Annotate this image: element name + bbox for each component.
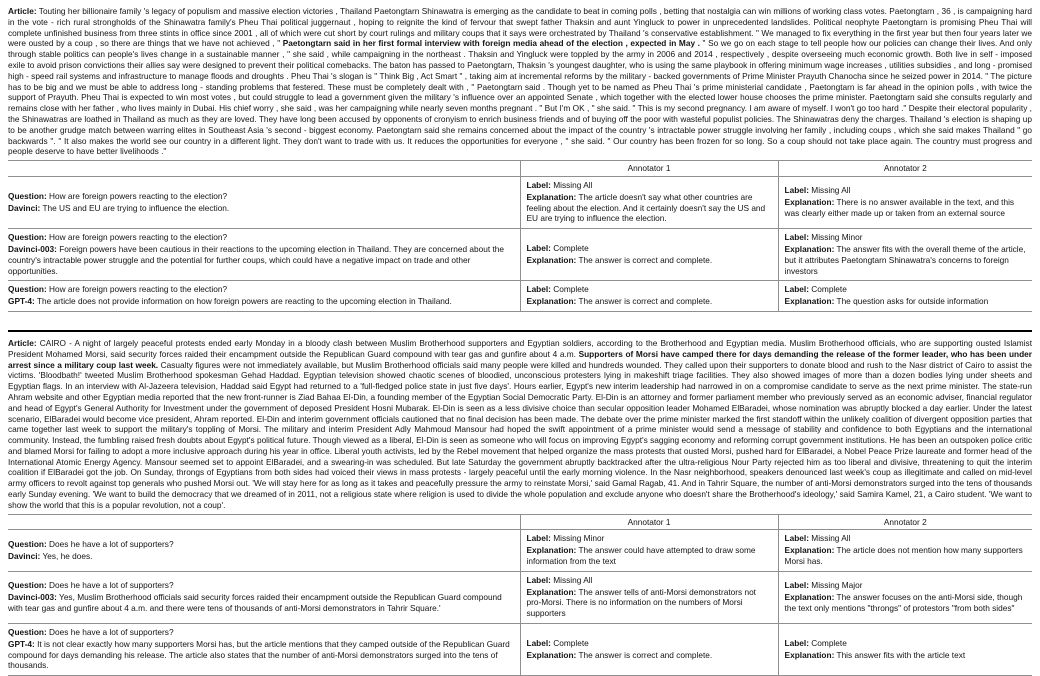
label-value: Complete xyxy=(553,284,589,295)
label-line xyxy=(527,243,772,254)
table-2-annotator2-header: Annotator 2 xyxy=(778,514,1032,530)
question-answer-cell xyxy=(8,281,520,312)
answer-line xyxy=(8,592,514,614)
label-prefix: Label: xyxy=(784,185,809,196)
model-name: Davinci: xyxy=(8,202,41,213)
answer-text: The article does not provide information on how foreign powers are reacting to the upcoming election in Thailand. xyxy=(36,296,452,307)
explanation-prefix: Explanation: xyxy=(784,243,835,254)
question-text: Does he have a lot of supporters? xyxy=(49,580,174,591)
annotator1-cell xyxy=(520,571,778,623)
answer-line xyxy=(8,203,514,214)
question-answer-cell xyxy=(8,624,520,676)
table-2-header-row xyxy=(8,514,1032,530)
annotator1-cell xyxy=(520,229,778,281)
explanation-text: There is no answer available in the text, and this was clearly either made up or taken from an external source xyxy=(784,197,1015,218)
article-2-body: CAIRO - A night of largely peaceful protests ended early Monday in a bloody clash between Muslim Brotherhood supporters and Egyptian soldiers, according to the Brotherhood and Egyptian media. Muslim Brotherhood officials, who are supporting ousted Islamist President Mohamed Morsi, said security forces raided their encampment outside the Republican Guard compound with tear gas and gunfire about 4 a.m. Supporters of Morsi have camped there for days demanding the release of the former leader, who has been under arrest since a military coup last week. Casualty figures were not immediately available, but Muslim Brotherhood officials said many people were killed and hundreds wounded. They called upon their supporters to donate blood and rush to the Nasr district of Cairo to assist the victims. 'Bloodbath!' tweeted Muslim Brotherhood spokesman Gehad Haddad. Egyptian television showed chaotic scenes of bloodied, unconscious protesters lying in makeshift triage facilities. They also showed images of more than a dozen bodies lying under sheets and Egyptian flags. In an interview with Al-Jazeera television, Haddad said Egypt had returned to a 'full-fledged police state in just five days'. Hours earlier, Egypt's new interim leadership had narrowed in on a compromise candidate to serve as the next prime minister. The state-run Ahram website and other Egyptian media reported that the new front-runner is Ziad Bahaa El-Din, a founding member of the Egyptian Social Democratic Party. El-Din is an attorney and former parliament member who previously served as an economic adviser, financial regulator and head of Egypt's General Authority for Investment under the government of deposed President Hosni Mubarak. El-Din is seen as a less divisive choice than secular opposition leader Mohamed ElBaradei, whose nomination was abruptly blocked a day earlier. Under the latest scenario, ElBaradei would become vice president, Ahram reported. El-Din and interim government officials cautioned that no final decision has been made. The debate over the prime minister marked the first standoff within the unlikely coalition of divergent opposition parties that came together last week to support the military's toppling of Morsi. The military and interim President Adly Mahmoud Mansour had hoped the swift appointment of a prime minister would send a message of stability and confidence to both Egyptians and the international community. Instead, the fumbling raised fresh doubts about Egypt's political future. Though viewed as a liberal, El-Din is seen as someone who will focus on improving Egypt's sagging economy and reforming corrupt government institutions. He has been an outspoken police critic and blamed Morsi for failing to adopt a more inclusive approach during his year in office. Liberal youth activists, led by the Rebel movement that helped organize the mass protests that ousted Morsi, pushed hard for ElBaradei, a Nobel Peace Prize laureate and former head of the International Atomic Energy Agency. Mansour seemed set to appoint ElBaradei, and a swearing-in was scheduled. But late Saturday the government abruptly backtracked after the ultra-religious Nour Party rejected him as too liberal and divisive, threatening to quit the interim coalition if ElBaradei got the job. On Sunday, throngs of Egyptians from both sides had voiced their views in mass protests - largely peaceful until the early morning violence. In the Nasr neighborhood, speakers denounced last week's coup as illegitimate and called on mid-level army officers to revolt against top generals who pushed Morsi out. 'We will stay here for as long as it takes and peacefully pressure the army to reinstate Morsi,' said Gamal Ragab, 41. And in Tahrir Square, the number of anti-Morsi demonstrators surged into the tens of thousands early Sunday evening. 'We want to build the democracy that we dreamed of in 2011, not a religious state where religion is used to divide the whole population and exclude anyone who doesn't share the Brotherhood's ideology,' said Samira Kamel, 21, a Cairo student. 'We want to show the world that this is a popular revolution, not a coup'. xyxy=(8,337,1032,510)
label-value: Complete xyxy=(811,284,847,295)
annotator1-cell xyxy=(520,281,778,312)
answer-text: Yes, Muslim Brotherhood officials said security forces raided their encampment outside the Republican Guard compound with tear gas and gunfire about 4 a.m. and there were tens of thousands of anti-Morsi demonstrators in Tahrir Square.' xyxy=(8,592,502,613)
label-value: Missing Minor xyxy=(811,232,863,243)
annotator1-cell xyxy=(520,624,778,676)
model-name: Davinci-003: xyxy=(8,592,57,603)
answer-text: Yes, he does. xyxy=(42,550,93,561)
table-2-annotator1-header: Annotator 1 xyxy=(520,514,778,530)
explanation-line xyxy=(527,296,772,307)
explanation-text: The answer could have attempted to draw some information from the text xyxy=(526,545,756,567)
answer-text: The US and EU are trying to influence the election. xyxy=(42,202,230,213)
annotation-table-2 xyxy=(8,514,1032,676)
explanation-prefix: Explanation: xyxy=(526,649,577,660)
question-text: How are foreign powers reacting to the election? xyxy=(49,284,228,295)
question-answer-cell xyxy=(8,176,520,228)
answer-text: Foreign powers have been cautious in their reactions to the upcoming election in Thailand. They are concerned about the country's intractable power struggle and the potential for further coups, which could have a negative impact on trade and other opportunities. xyxy=(8,243,504,276)
explanation-text: The answer is correct and complete. xyxy=(578,254,713,265)
model-name: GPT-4: xyxy=(8,296,35,307)
label-value: Missing Minor xyxy=(553,533,605,544)
explanation-text: The answer fits with the overall theme of the article, but it attributes Paetongtarn Shinawatra's concerns to foreign investors xyxy=(784,243,1026,276)
answer-line xyxy=(8,296,514,307)
explanation-line xyxy=(527,545,772,567)
table-1-header-row xyxy=(8,161,1032,177)
explanation-line xyxy=(527,587,772,619)
table-1-annotator1-header: Annotator 1 xyxy=(520,161,778,177)
annotator2-cell xyxy=(778,281,1032,312)
annotator2-cell xyxy=(778,624,1032,676)
explanation-text: The answer focuses on the anti-Morsi side, though the text only mentions "throngs" of protestors "from both sides" xyxy=(784,592,1023,613)
question-text: How are foreign powers reacting to the election? xyxy=(49,190,228,201)
question-line xyxy=(8,232,514,243)
label-line xyxy=(527,638,772,649)
question-answer-cell xyxy=(8,229,520,281)
annotator2-cell xyxy=(778,176,1032,228)
explanation-line xyxy=(785,296,1026,307)
question-line xyxy=(8,580,514,591)
explanation-prefix: Explanation: xyxy=(784,197,835,208)
question-answer-cell xyxy=(8,530,520,571)
explanation-prefix: Explanation: xyxy=(784,296,835,307)
answer-text: It is not clear exactly how many supporters Morsi has, but the article mentions that they camped outside of the Republican Guard compound for days demanding his release. The article also states that the number of anti-Morsi demonstrators surged into the tens of thousands. xyxy=(8,638,510,671)
label-line xyxy=(527,180,772,191)
explanation-prefix: Explanation: xyxy=(526,586,577,597)
explanation-text: The article does not mention how many supporters Morsi has. xyxy=(784,545,1023,567)
explanation-line xyxy=(527,650,772,661)
label-line xyxy=(785,580,1026,591)
explanation-prefix: Explanation: xyxy=(784,545,835,556)
explanation-text: The question asks for outside information xyxy=(836,296,989,307)
explanation-line xyxy=(785,545,1026,567)
label-value: Missing All xyxy=(553,179,593,190)
label-line xyxy=(785,638,1026,649)
model-name: GPT-4: xyxy=(8,638,35,649)
label-line xyxy=(527,575,772,586)
answer-line xyxy=(8,244,514,276)
explanation-line xyxy=(785,650,1026,661)
question-prefix: Question: xyxy=(8,627,47,638)
question-line xyxy=(8,284,514,295)
label-value: Missing All xyxy=(811,185,851,196)
label-prefix: Label: xyxy=(784,284,809,295)
table-row xyxy=(8,176,1032,228)
explanation-text: The answer is correct and complete. xyxy=(578,649,713,660)
question-line xyxy=(8,191,514,202)
explanation-prefix: Explanation: xyxy=(526,545,577,556)
table-row xyxy=(8,229,1032,281)
label-line xyxy=(785,284,1026,295)
label-prefix: Label: xyxy=(784,637,809,648)
annotator2-cell xyxy=(778,530,1032,571)
label-prefix: Label: xyxy=(526,533,551,544)
label-value: Complete xyxy=(553,637,589,648)
article-1-body: Touting her billionaire family 's legacy of populism and massive election victories , Thailand Paetongtarn Shinawatra is emerging as the candidate to beat in coming polls , betting that nostalgia can win millions of working class votes. Paetongtarn , 36 , is campaigning hard in the vote - rich rural strongholds of the Shinawatra family's Pheu Thai political juggernaut , hoping to reignite the kind of fervour that swept father Thaksin and aunt Yingluck to power in unprecedented landslides. Political neophyte Paetongtarn is promising Pheu Thai will complete unfinished business from three stints in office since 2001 , all of which were cut short by court rulings and military coups that it says were orchestrated by Thailand 's conservative establishment. " We managed to fix everything in the first year but then four years later we were ousted by a coup , so there are things that we have not achieved , " Paetongtarn said in her first formal interview with foreign media ahead of the election , expected in May . " So we go on each stage to tell people how our policies can change their lives. And only through stable politics can people's lives change in a sustainable manner , " she said , while campaigning in the northeast . Thaksin and Yingluck were toppled by the army in 2006 and 2014 , respectively , despite overseeing much economic growth. Both live in self - imposed exile to avoid prison convictions their allies say were designed to prevent their political comebacks. The baton has passed to Paetongtarn, Thaksin 's youngest daughter, who is using the same playbook in offering minimum wage increases , utilities subsidies , and long - promised high - speed rail systems and infrastructure to manage floods and droughts . Pheu Thai 's slogan is " Think Big , Act Smart " , taking aim at incremental reforms by the military - backed governments of Prime Minister Prayuth Chanocha since he seized power in 2014. " The picture has to be big and we must be able to address long - standing problems that festered. These must be completely dealt with , " Paetongtarn said . Though yet to be named as Pheu Thai 's prime ministerial candidate , Paetongtarn is far ahead in the opinion polls , with twice the support of Prayuth. Pheu Thai is expected to win most votes , but could struggle to lead a government given the military 's influence over an appointed Senate , which together with the elected lower house chooses the prime minister. Paetongtarn said she consults regularly and remains close with her father , who lives mainly in Dubai. His chief worry , she said , was her campaigning while nearly seven months pregnant . " But I'm OK , " she said. " This is my second pregnancy. I am aware of myself. I won't go too hard ." Despite their electoral popularity , the Shinawatras are loathed in Thailand as much as they are loved. They have long been accused by opponents of cronyism to enrich business friends and of buying off the poor with wasteful populist policies. The Shinawatras deny the charges. Thailand 's election is shaping up to be another grudge match between warring elites in Southeast Asia 's second - biggest economy. Paetongtarn said she remains concerned about the impact of the country 's intractable power struggle involving her family , including coups , which she said makes Thailand " go backwards ". " It also makes the world see our country in a different light. They don't want to trade with us. It reduces the opportunities for everyone , " she said. " Our country has been frozen for so long. So a coup should not take place again. The country must progress and people deserve to have better livelihoods ." xyxy=(8,6,1033,157)
model-name: Davinci: xyxy=(8,550,41,561)
label-prefix: Label: xyxy=(526,242,551,253)
label-line xyxy=(527,533,772,544)
label-prefix: Label: xyxy=(526,637,551,648)
question-prefix: Question: xyxy=(8,284,47,295)
question-text: Does he have a lot of supporters? xyxy=(49,627,174,638)
answer-line xyxy=(8,551,514,562)
question-text: How are foreign powers reacting to the election? xyxy=(49,232,228,243)
article-1 xyxy=(8,6,1032,157)
answer-line xyxy=(8,639,514,671)
label-prefix: Label: xyxy=(526,574,551,585)
article-2-label: Article: xyxy=(8,337,37,348)
explanation-text: The article doesn't say what other countries are feeling about the election. And it certainly doesn't say the US and EU are trying to influence the election. xyxy=(526,191,766,224)
table-1-qa-column-header xyxy=(8,161,520,177)
table-row xyxy=(8,530,1032,571)
explanation-line xyxy=(785,592,1026,614)
model-name: Davinci-003: xyxy=(8,243,57,254)
label-prefix: Label: xyxy=(784,580,809,591)
question-text: Does he have a lot of supporters? xyxy=(49,538,174,549)
label-value: Missing Major xyxy=(811,580,863,591)
question-line xyxy=(8,627,514,638)
explanation-text: This answer fits with the article text xyxy=(836,649,966,660)
article-2 xyxy=(8,338,1032,511)
explanation-prefix: Explanation: xyxy=(526,296,577,307)
label-value: Complete xyxy=(553,242,589,253)
label-prefix: Label: xyxy=(784,533,809,544)
question-prefix: Question: xyxy=(8,580,47,591)
label-prefix: Label: xyxy=(784,232,809,243)
label-line xyxy=(785,232,1026,243)
annotator2-cell xyxy=(778,571,1032,623)
question-answer-cell xyxy=(8,571,520,623)
table-1-annotator2-header: Annotator 2 xyxy=(778,161,1032,177)
label-line xyxy=(785,533,1026,544)
explanation-text: The answer is correct and complete. xyxy=(578,296,713,307)
annotator1-cell xyxy=(520,176,778,228)
label-prefix: Label: xyxy=(526,284,551,295)
table-2-qa-column-header xyxy=(8,514,520,530)
section-divider-rule xyxy=(8,330,1032,332)
table-row xyxy=(8,571,1032,623)
label-prefix: Label: xyxy=(526,179,551,190)
explanation-line xyxy=(527,192,772,224)
label-line xyxy=(785,185,1026,196)
explanation-prefix: Explanation: xyxy=(526,254,577,265)
question-line xyxy=(8,539,514,550)
table-row xyxy=(8,624,1032,676)
explanation-line xyxy=(527,255,772,266)
label-line xyxy=(527,284,772,295)
explanation-prefix: Explanation: xyxy=(526,191,577,202)
table-row xyxy=(8,281,1032,312)
question-prefix: Question: xyxy=(8,190,47,201)
label-value: Missing All xyxy=(553,574,593,585)
explanation-prefix: Explanation: xyxy=(784,649,835,660)
explanation-line xyxy=(785,244,1026,276)
explanation-prefix: Explanation: xyxy=(784,592,835,603)
annotation-table-1 xyxy=(8,160,1032,312)
label-value: Complete xyxy=(811,637,847,648)
question-prefix: Question: xyxy=(8,538,47,549)
explanation-text: The answer tells of anti-Morsi demonstrators not pro-Morsi. There is no information on the numbers of Morsi supporters xyxy=(526,586,756,619)
annotator2-cell xyxy=(778,229,1032,281)
question-prefix: Question: xyxy=(8,232,47,243)
annotator1-cell xyxy=(520,530,778,571)
annotation-appendix-page xyxy=(8,6,1032,676)
article-1-label: Article: xyxy=(8,6,37,16)
label-value: Missing All xyxy=(811,533,851,544)
explanation-line xyxy=(785,197,1026,219)
